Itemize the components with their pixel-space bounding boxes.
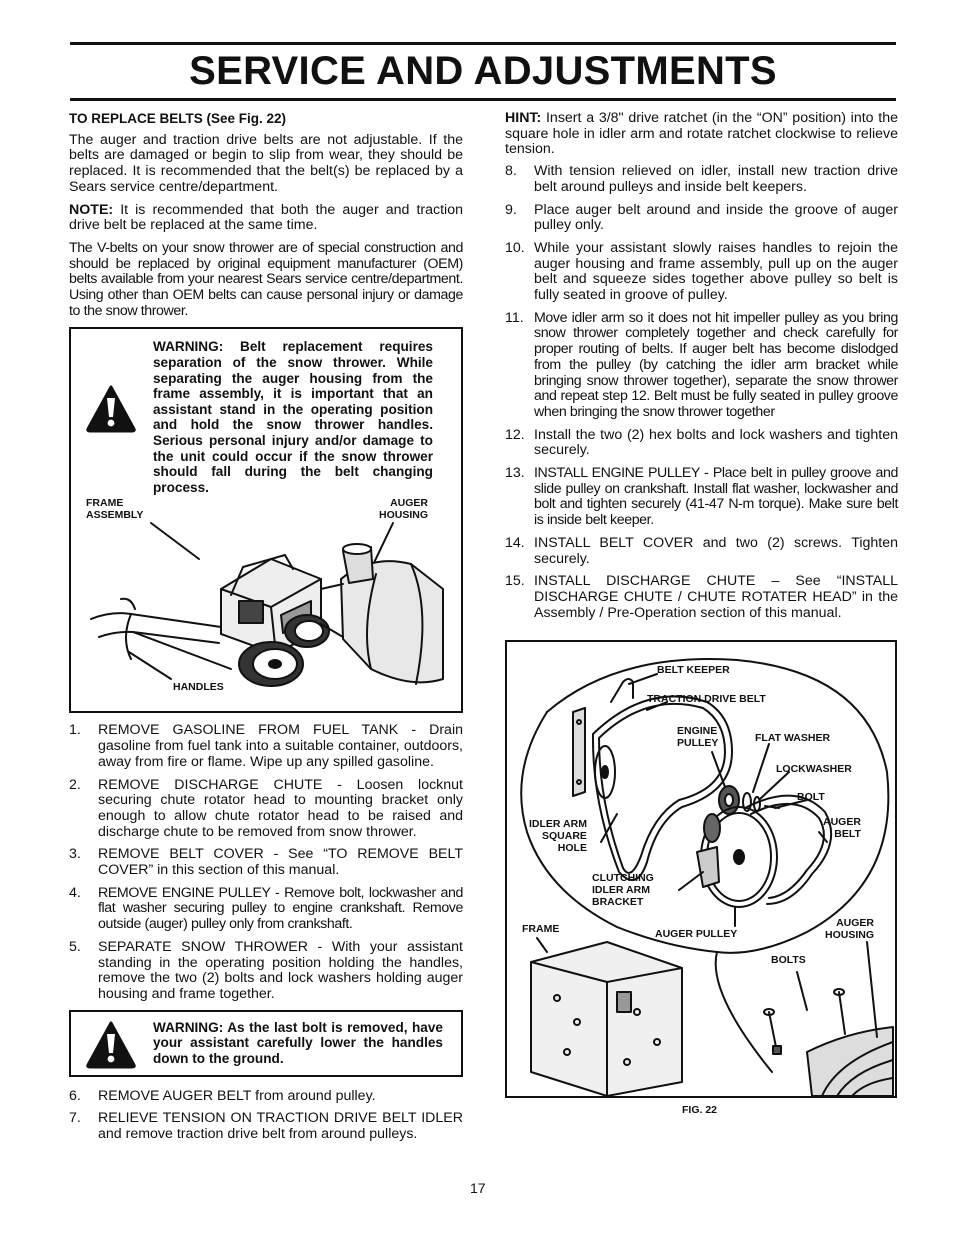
list-item: 13. INSTALL ENGINE PULLEY - Place belt in pulley groove and slide pulley on crankshaft. Install flat washer, lockwasher and bolt and tighten securely (41-47 N-m torque). Make sure belt is inside belt keeper. — [505, 465, 898, 529]
intro-paragraph: The auger and traction drive belts are not adjustable. If the belts are damaged or begin to slip from wear, they should be replaced. It is recommended that the belt(s) be replaced by a Sears service centre/department. — [69, 131, 463, 195]
left-column — [69, 111, 463, 1150]
list-item: 2. REMOVE DISCHARGE CHUTE - Loosen locknut securing chute rotator head to mounting bracket only enough to allow chute rotator head to be raised and discharge chute to be removed from snow thrower. — [69, 776, 463, 840]
right-column — [505, 111, 898, 628]
list-item: 15. INSTALL DISCHARGE CHUTE – See “INSTALL DISCHARGE CHUTE / CHUTE ROTATER HEAD” in the Assembly / Pre-Operation section of this manual. — [505, 573, 898, 621]
header-rule-top — [70, 42, 896, 45]
hint-label: HINT: — [505, 110, 542, 126]
header-rule-bottom — [70, 98, 896, 101]
page-number: 17 — [470, 1180, 486, 1196]
steps-list-6-7 — [69, 1089, 463, 1143]
list-item: 11. Move idler arm so it does not hit impeller pulley as you bring snow thrower completely together and check carefully for proper routing of belts. If auger belt has become dislodged from the pulley (by catching the idler arm bracket while bringing snow thrower together), separate the snow thrower and repeat step 12. Belt must be fully seated in pulley groove when bringing the snow thrower together — [505, 309, 898, 420]
hint-text: Insert a 3/8" drive ratchet (in the “ON” position) into the square hole in idler arm and rotate ratchet clockwise to relieve tension. — [505, 110, 898, 158]
note-label: NOTE: — [69, 201, 114, 218]
list-item: 5. SEPARATE SNOW THROWER - With your assistant standing in the operating position holding the handles, remove the two (2) bolts and lock washers holding auger housing and frame together. — [69, 938, 463, 1002]
list-item: 12. Install the two (2) hex bolts and lock washers and tighten securely. — [505, 426, 898, 459]
label-auger-housing: AUGER HOUSING — [825, 917, 875, 941]
belt-assembly-illustration — [507, 642, 895, 1096]
label-belt-keeper: BELT KEEPER — [657, 664, 730, 676]
list-item: 8. With tension relieved on idler, install new traction drive belt around pulleys and inside belt keepers. — [505, 163, 898, 195]
label-clutching-idler-arm-bracket: CLUTCHING IDLER ARM BRACKET — [592, 872, 654, 908]
list-item: 9. Place auger belt around and inside the groove of auger pulley only. — [505, 201, 898, 234]
label-frame-assembly: FRAME ASSEMBLY — [86, 497, 144, 522]
list-item: 3. REMOVE BELT COVER - See “TO REMOVE BELT COVER” in this section of this manual. — [69, 846, 463, 879]
note-text: It is recommended that both the auger and traction drive belt be replaced at the same time. — [69, 201, 463, 234]
warning-box-last-bolt — [69, 1010, 463, 1077]
snow-thrower-illustration — [71, 519, 461, 689]
label-auger-belt: AUGER BELT — [823, 816, 861, 840]
label-bolt: BOLT — [797, 791, 825, 803]
list-item: 14. INSTALL BELT COVER and two (2) screws. Tighten securely. — [505, 534, 898, 567]
warning-box-belt-replacement — [69, 327, 463, 713]
section-heading: TO REPLACE BELTS (See Fig. 22) — [69, 111, 287, 126]
warning-text-belt-replacement: WARNING: Belt replacement requires separation of the snow thrower. While separating the auger housing from the frame assembly, it is important that an assistant stand in the operating position and hold the snow thrower handles. Serious personal injury and/or damage to the unit could occur if the snow thrower should fall during the belt changing process. — [153, 339, 433, 495]
label-frame: FRAME — [522, 923, 560, 935]
label-traction-drive-belt: TRACTION DRIVE BELT — [647, 693, 766, 705]
list-item: 6. REMOVE AUGER BELT from around pulley. — [69, 1087, 376, 1104]
hint-paragraph — [505, 111, 898, 158]
label-lockwasher: LOCKWASHER — [776, 763, 852, 775]
figure-caption: FIG. 22 — [682, 1104, 718, 1116]
warning-triangle-icon — [85, 384, 137, 434]
list-item: 10. While your assistant slowly raises handles to rejoin the auger housing and frame assembly, pull up on the auger belt and squeeze sides together above pulley so belt is fully seated in groove of pulley. — [505, 239, 898, 304]
note-paragraph — [69, 203, 463, 234]
label-auger-pulley: AUGER PULLEY — [655, 928, 738, 940]
label-handles: HANDLES — [173, 681, 224, 694]
label-auger-housing: AUGER HOUSING — [379, 497, 429, 522]
label-bolts: BOLTS — [771, 954, 806, 966]
list-item: 4. REMOVE ENGINE PULLEY - Remove bolt, lockwasher and flat washer securing pulley to engine crankshaft. Remove outside (auger) pulley only from crankshaft. — [69, 884, 463, 933]
label-engine-pulley: ENGINE PULLEY — [677, 725, 719, 749]
steps-list-8-15 — [505, 164, 898, 621]
list-item: 7. RELIEVE TENSION ON TRACTION DRIVE BELT IDLER and remove traction drive belt from around pulleys. — [69, 1110, 463, 1143]
label-flat-washer: FLAT WASHER — [755, 732, 831, 744]
steps-list-1-5 — [69, 723, 463, 1002]
oem-paragraph: The V-belts on your snow thrower are of special construction and should be replaced by original equipment manufacturer (OEM) belts available from your nearest Sears service centre/department. Using other than OEM belts can cause personal injury or damage to the snow thrower. — [69, 239, 463, 319]
list-item: 1. REMOVE GASOLINE FROM FUEL TANK - Drain gasoline from fuel tank into a suitable container, outdoors, away from fire or flame. Wipe up any spilled gasoline. — [69, 722, 463, 770]
figure-22-box — [505, 640, 897, 1098]
label-idler-arm-square-hole: IDLER ARM SQUARE HOLE — [529, 818, 587, 854]
warning-text-last-bolt: WARNING: As the last bolt is removed, have your assistant carefully lower the handles down to the ground. — [153, 1019, 443, 1066]
page-title: SERVICE AND ADJUSTMENTS — [189, 49, 777, 93]
warning-triangle-icon — [85, 1020, 137, 1070]
